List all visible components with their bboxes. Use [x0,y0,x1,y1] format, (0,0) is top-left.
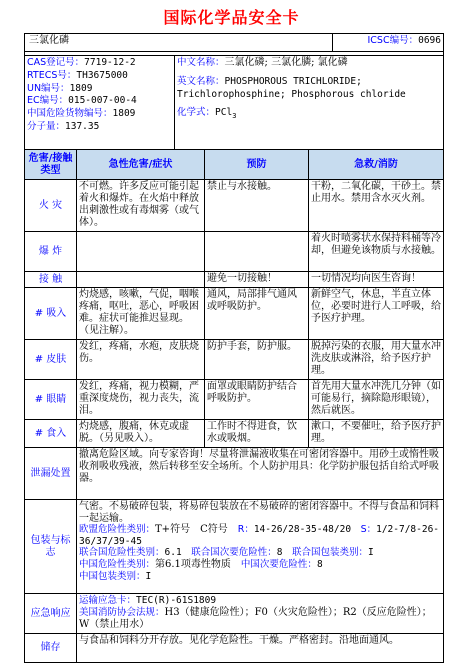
row-prevention: 通风，局部排气通风或呼吸防护。 [205,288,309,339]
r-label: R： [237,524,254,536]
formula-subscript: 3 [232,112,237,121]
emergency-text [77,594,443,633]
un-pack-value: I [367,547,374,559]
r-value: 14-26/28-35-48/20 [253,524,361,536]
mw-label: 分子量： [27,120,66,132]
row-prevention [205,232,309,271]
table-row [25,420,443,448]
rtecs-value: TH3675000 [76,69,128,81]
table-row [25,288,443,340]
row-type: 火 灾 [25,180,77,231]
row-firstaid: 一切情况均向医生咨询！ [311,273,421,284]
identity-block [25,56,443,150]
row-type: # 食入 [25,420,77,447]
cn-dg-value: 1809 [112,108,136,120]
un-sub-label: 联合国次要危险性： [191,547,277,559]
table-row [25,380,443,420]
header-acute: 急性危害/症状 [77,150,205,179]
eu-class-label: 欧盟危险性类别： [79,524,156,536]
nfpa-label: 美国消防协会法规： [79,607,165,618]
rtecs-label: RTECS号： [27,69,77,81]
cn-class-value: 第6.1项毒性物质 [155,558,241,570]
row-prevention: 防护手套，防护服。 [205,340,309,379]
transport-card-value: TEC(R)-61S1809 [136,595,217,606]
header-firstaid: 急救/消防 [309,150,443,179]
un-label: UN编号： [27,82,70,94]
row-prevention: 禁止与水接触。 [205,180,309,231]
row-prevention: 避免一切接触！ [205,272,309,287]
row-type: # 皮肤 [25,340,77,379]
table-row [25,272,443,288]
emergency-label: 应急响应 [25,594,77,633]
icsc-value: 0696 [418,35,441,46]
ec-value: 015-007-00-4 [68,95,137,107]
table-row [25,340,443,380]
row-firstaid: 脱掉污染的衣服，用大量水冲洗皮肤或淋浴，给予医疗护理。 [311,341,441,376]
icsc-number [333,34,443,51]
transport-card-label: 运输应急卡： [79,595,137,606]
s-value: 1/2-7/8-26-36/37/39-45 [79,524,440,547]
cn-dg-label: 中国危险货物编号： [27,108,113,120]
row-firstaid: 首先用大量水冲洗几分钟（如可能易行，摘除隐形眼镜），然后就医。 [311,381,441,416]
row-acute: 发红，疼痛，水疱，皮肤烧伤。 [77,340,205,379]
storage-text: 与食品和饲料分开存放。见化学危险性。干燥。严格密封。沿地面通风。 [79,635,399,646]
name-row [25,34,443,52]
cn-pack-label: 中国包装类别： [79,570,146,582]
en-name-value: PHOSPHOROUS TRICHLORIDE; Trichlorophosphine; Phosphorous chloride [177,75,406,100]
cn-name-label: 中文名称： [177,57,225,68]
spill-text: 撤离危险区域。向专家咨询！尽量将泄漏液收集在可密闭容器中。用砂土或惰性吸收剂吸收残液，然后转移至安全场所。个人防护用具：化学防护服包括自给式呼吸器。 [79,449,439,484]
packaging-text [77,500,443,593]
en-name-label: 英文名称： [177,75,225,87]
cn-sub-label: 中国次要危险性： [240,558,317,570]
ec-label: EC编号： [27,95,69,107]
cn-name-value: 三氯化磷; 三氯化膦; 氯化磷 [224,57,348,68]
chemical-name: 三氯化磷 [25,34,333,51]
storage-row [25,634,443,662]
header-type: 危害/接触类型 [25,150,77,179]
formula-label: 化学式： [177,107,216,119]
row-acute: 不可燃。许多反应可能引起着火和爆炸。在火焰中释放出刺激性或有毒烟雾（或气体）。 [77,180,205,231]
row-firstaid: 漱口，不要催吐，给予医疗护理。 [311,421,441,444]
eu-class-value: T+符号 C符号 [155,524,238,536]
packaging-line1: 气密。不易破碎包装，将易碎包装放在不易破碎的密闭容器中。不得与食品和饲料一起运输。 [79,501,439,524]
table-header [25,150,443,180]
emergency-row [25,594,443,634]
header-prevention: 预防 [205,150,309,179]
cn-class-label: 中国危险性类别： [79,558,156,570]
row-prevention: 面罩或眼睛防护结合呼吸防护。 [205,380,309,419]
safety-card [24,33,444,663]
identity-names [175,56,443,149]
formula-value: PCl [215,107,233,119]
nfpa-value: H3（健康危险性）；F0（火灾危险性）；R2（反应危险性）；W（禁止用水） [79,607,432,630]
packaging-row [25,500,443,594]
row-acute: 灼烧感，腹痛，休克或虚脱。（另见吸入）。 [77,420,205,447]
un-sub-value: 8 [276,547,292,559]
row-acute [77,232,205,271]
row-acute [77,272,205,287]
un-pack-label: 联合国包装类别： [291,547,368,559]
cn-sub-value: 8 [316,558,323,570]
cn-pack-value: I [145,570,152,582]
spill-row [25,448,443,500]
table-row [25,232,443,272]
mw-value: 137.35 [65,120,100,132]
un-value: 1809 [69,82,93,94]
row-acute: 发红，疼痛，视力模糊，严重深度烧伤，视力丧失，流泪。 [77,380,205,419]
row-type: # 吸入 [25,288,77,339]
row-firstaid: 着火时喷雾状水保持料桶等冷却，但避免该物质与水接触。 [311,233,441,256]
un-class-value: 6.1 [164,547,192,559]
un-class-label: 联合国危险性类别： [79,547,165,559]
s-label: S： [360,524,377,536]
row-type: # 眼睛 [25,380,77,419]
icsc-label: ICSC编号： [367,35,419,46]
row-firstaid: 新鲜空气，休息，半直立体位，必要时进行人工呼吸，给予医疗护理。 [311,289,441,324]
spill-label: 泄漏处置 [25,448,77,499]
card-title: 国际化学品安全卡 [163,8,300,27]
row-type: 爆 炸 [25,232,77,271]
storage-label: 储存 [25,634,77,662]
identity-codes [25,56,175,149]
packaging-label: 包装与标志 [25,500,77,593]
row-acute: 灼烧感，咳嗽，气促，咽喉疼痛，呕吐，恶心，呼吸困难。症状可能推迟显现。（见注解）。 [77,288,205,339]
table-row [25,180,443,232]
row-type: 接 触 [25,272,77,287]
row-firstaid: 干粉，二氧化碳，干砂土。禁止用水。禁用含水灭火剂。 [311,181,441,204]
cas-value: 7719-12-2 [84,57,136,68]
cas-label: CAS登记号： [27,57,85,68]
row-prevention: 工作时不得进食，饮水或吸烟。 [205,420,309,447]
